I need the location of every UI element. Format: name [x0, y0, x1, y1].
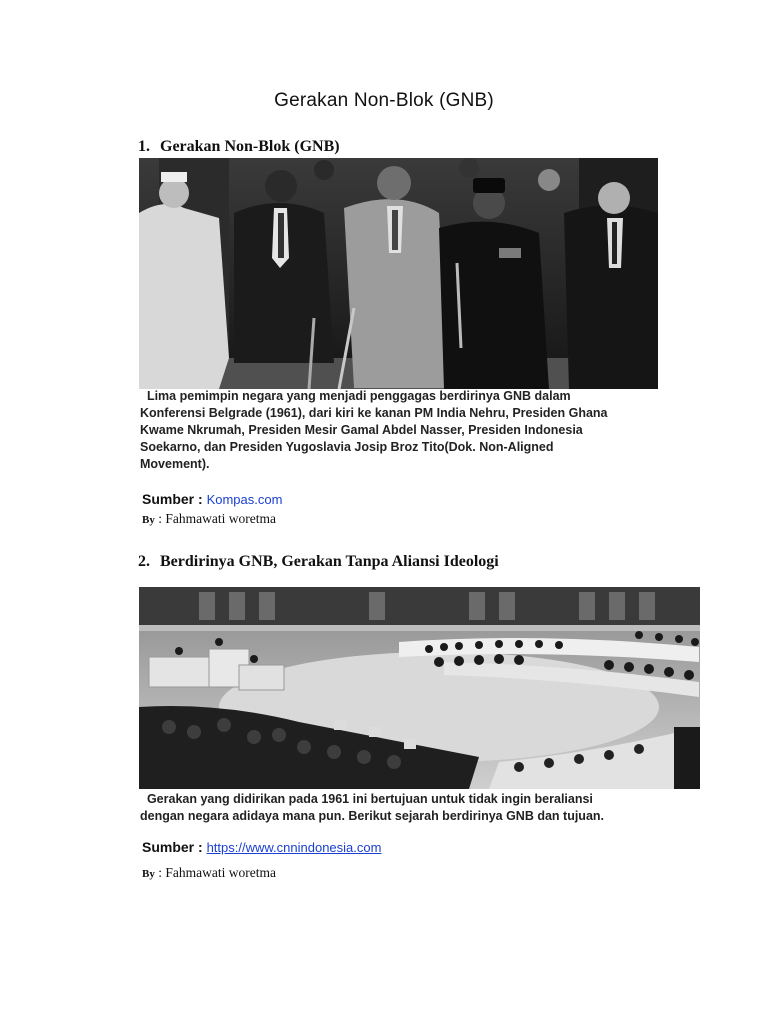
section-1-byline [142, 511, 276, 527]
section-2-byline [142, 865, 276, 881]
caption-line: Movement). [140, 457, 210, 471]
caption-line: Gerakan yang didirikan pada 1961 ini bertujuan untuk tidak ingin beraliansi [146, 792, 593, 806]
author-name: Fahmawati woretma [165, 511, 276, 526]
section-1-title: Gerakan Non-Blok (GNB) [160, 138, 340, 155]
by-label: By [142, 514, 155, 526]
source-link[interactable]: https://www.cnnindonesia.com [206, 840, 382, 855]
photo-conference-hall [139, 587, 700, 789]
caption-line: Kwame Nkrumah, Presiden Mesir Gamal Abdel Nasser, Presiden Indonesia [140, 423, 583, 437]
source-label: Sumber : [142, 839, 203, 855]
section-2-title: Berdirinya GNB, Gerakan Tanpa Aliansi Ideologi [160, 553, 499, 570]
section-2-heading [138, 553, 499, 571]
by-separator: : [158, 865, 162, 880]
by-separator: : [158, 511, 162, 526]
section-1-caption [140, 388, 608, 473]
caption-line: dengan negara adidaya mana pun. Berikut sejarah berdirinya GNB dan tujuan. [140, 809, 605, 823]
author-name: Fahmawati woretma [165, 865, 276, 880]
caption-line: Lima pemimpin negara yang menjadi penggagas berdirinya GNB dalam [146, 389, 571, 403]
caption-line: Soekarno, dan Presiden Yugoslavia Josip Broz Tito(Dok. Non-Aligned [140, 440, 554, 454]
section-2-caption [140, 791, 604, 825]
section-2-number: 2. [138, 553, 150, 570]
by-label: By [142, 868, 155, 880]
section-1-source [142, 491, 282, 507]
section-1-heading [138, 138, 340, 156]
caption-line: Konferensi Belgrade (1961), dari kiri ke kanan PM India Nehru, Presiden Ghana [140, 406, 608, 420]
section-1-number: 1. [138, 138, 150, 155]
source-label: Sumber : [142, 491, 203, 507]
source-link[interactable]: Kompas.com [206, 492, 283, 507]
page-title: Gerakan Non-Blok (GNB) [274, 90, 494, 111]
photo-five-leaders [139, 158, 658, 389]
section-2-source [142, 839, 381, 855]
